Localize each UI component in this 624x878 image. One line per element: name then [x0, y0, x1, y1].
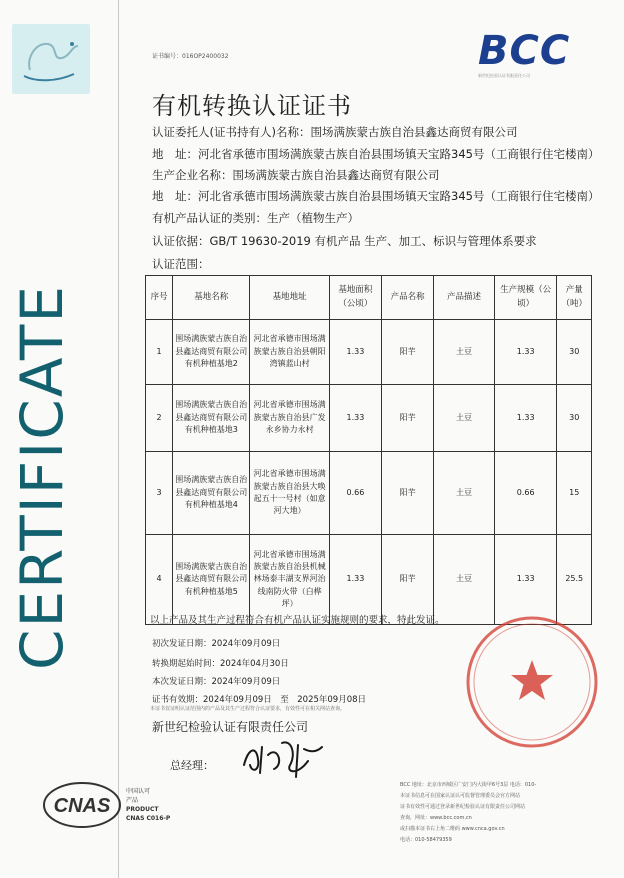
cnas-line: PRODUCT	[126, 806, 159, 813]
footer-info	[400, 780, 610, 846]
divider-line	[118, 0, 119, 878]
cnas-line: 产品	[126, 797, 139, 804]
table-cell: 1	[146, 320, 173, 385]
cnas-logo-text: CNAS	[53, 795, 111, 817]
table-cell: 2	[146, 385, 173, 452]
header-cell: 产品名称	[382, 276, 434, 320]
table-cell: 1.33	[329, 320, 381, 385]
scope-table	[145, 275, 592, 625]
client-address: 地 址：河北省承德市围场满族蒙古族自治县围场镇天宝路345号（工商银行住宅楼南）	[152, 147, 600, 161]
header-cell: 基地面积（公顷）	[329, 276, 381, 320]
cnas-line: CNAS C016-P	[126, 815, 171, 822]
table-cell: 河北省承德市围场满族蒙古族自治县机械林场泰丰湖支界河治线南防火带（白桦坪）	[250, 535, 329, 625]
table-row	[146, 320, 592, 385]
table-cell: 1.33	[494, 320, 557, 385]
table-cell: 4	[146, 535, 173, 625]
bcc-logo: BCC	[478, 28, 571, 74]
footer-line: 证书有效性可通过登录新世纪检验认证有限责任公司网站	[400, 804, 526, 810]
footer-line: 电话：010-58479359	[400, 837, 452, 843]
table-cell: 土豆	[434, 452, 495, 535]
manager-signature	[238, 735, 328, 780]
table-cell: 0.66	[494, 452, 557, 535]
table-cell: 围场满族蒙古族自治县鑫达商贸有限公司有机种植基地2	[173, 320, 250, 385]
table-header-row	[146, 276, 592, 320]
certification-basis: 认证依据：GB/T 19630-2019 有机产品 生产、加工、标识与管理体系要求	[152, 234, 537, 248]
table-cell: 土豆	[434, 535, 495, 625]
table-cell: 阳芋	[382, 385, 434, 452]
table-row	[146, 535, 592, 625]
table-cell: 30	[557, 320, 592, 385]
table-cell: 15	[557, 452, 592, 535]
validity-period: 证书有效期：2024年09月09日 至 2025年09月08日	[152, 695, 367, 705]
table-cell: 1.33	[329, 385, 381, 452]
footer-line: 本证书信息可在国家认证认可监督管理委员会官方网站	[400, 793, 521, 799]
certificate-title: 有机转换认证证书	[152, 92, 352, 120]
cnas-logo	[42, 780, 122, 830]
certificate-number: 证书编号：016OP2400032	[152, 53, 229, 60]
table-cell: 0.66	[329, 452, 381, 535]
producer-address: 地 址：河北省承德市围场满族蒙古族自治县围场镇天宝路345号（工商银行住宅楼南）	[152, 189, 600, 203]
manager-label: 总经理：	[170, 759, 214, 772]
this-issue-date: 本次发证日期：2024年09月09日	[152, 677, 281, 687]
fine-print: 本证书仅证明认证范围内的产品及其生产过程符合认证要求，有效性可在相关网站查询。	[150, 706, 346, 712]
stylized-animal-icon	[12, 24, 90, 94]
side-logo-image	[12, 24, 90, 94]
footer-line: BCC 地址：北京市西城区广安门内大街甲6号3层 电话：010-	[400, 782, 537, 788]
table-cell: 1.33	[329, 535, 381, 625]
header-cell: 生产规模（公顷）	[494, 276, 557, 320]
official-seal	[462, 612, 602, 752]
producer-name: 生产企业名称：围场满族蒙古族自治县鑫达商贸有限公司	[152, 168, 440, 182]
table-cell: 围场满族蒙古族自治县鑫达商贸有限公司有机种植基地4	[173, 452, 250, 535]
footer-line: 查询，网址：www.bcc.com.cn	[400, 815, 472, 821]
table-cell: 1.33	[494, 385, 557, 452]
footer-line: 或扫描本证书右上角二维码 www.cnca.gov.cn	[400, 826, 505, 832]
table-cell: 25.5	[557, 535, 592, 625]
certification-category: 有机产品认证的类别：生产（植物生产）	[152, 211, 359, 225]
table-cell: 围场满族蒙古族自治县鑫达商贸有限公司有机种植基地5	[173, 535, 250, 625]
table-cell: 阳芋	[382, 320, 434, 385]
table-cell: 1.33	[494, 535, 557, 625]
table-row	[146, 452, 592, 535]
scope-label: 认证范围：	[152, 257, 210, 271]
client-name: 认证委托人(证书持有人)名称：围场满族蒙古族自治县鑫达商贸有限公司	[152, 125, 518, 139]
header-cell: 产量（吨）	[557, 276, 592, 320]
table-cell: 阳芋	[382, 535, 434, 625]
cnas-line: 中国认可	[126, 788, 151, 795]
header-cell: 产品描述	[434, 276, 495, 320]
header-cell: 序号	[146, 276, 173, 320]
table-cell: 河北省承德市围场满族蒙古族自治县大唤起五十一号村（如意河大地）	[250, 452, 329, 535]
bcc-logo-subtitle: 新世纪检验认证有限责任公司	[478, 73, 530, 78]
table-cell: 围场满族蒙古族自治县鑫达商贸有限公司有机种植基地3	[173, 385, 250, 452]
compliance-statement: 以上产品及其生产过程符合有机产品认证实施规则的要求，特此发证。	[150, 615, 445, 626]
table-cell: 土豆	[434, 385, 495, 452]
header-cell: 基地名称	[173, 276, 250, 320]
issuer-name: 新世纪检验认证有限责任公司	[152, 720, 309, 734]
table-cell: 河北省承德市围场满族蒙古族自治县朝阳湾镇蓝山村	[250, 320, 329, 385]
certificate-vertical-text: CERTIFICATE	[8, 284, 76, 670]
table-cell: 3	[146, 452, 173, 535]
table-cell: 阳芋	[382, 452, 434, 535]
table-cell: 土豆	[434, 320, 495, 385]
table-cell: 河北省承德市围场满族蒙古族自治县广发永乡协力永村	[250, 385, 329, 452]
first-issue-date: 初次发证日期：2024年09月09日	[152, 639, 281, 649]
cnas-accreditation-text	[126, 787, 170, 823]
table-cell: 30	[557, 385, 592, 452]
conversion-start-date: 转换期起始时间：2024年04月30日	[152, 659, 289, 669]
table-row	[146, 385, 592, 452]
header-cell: 基地地址	[250, 276, 329, 320]
